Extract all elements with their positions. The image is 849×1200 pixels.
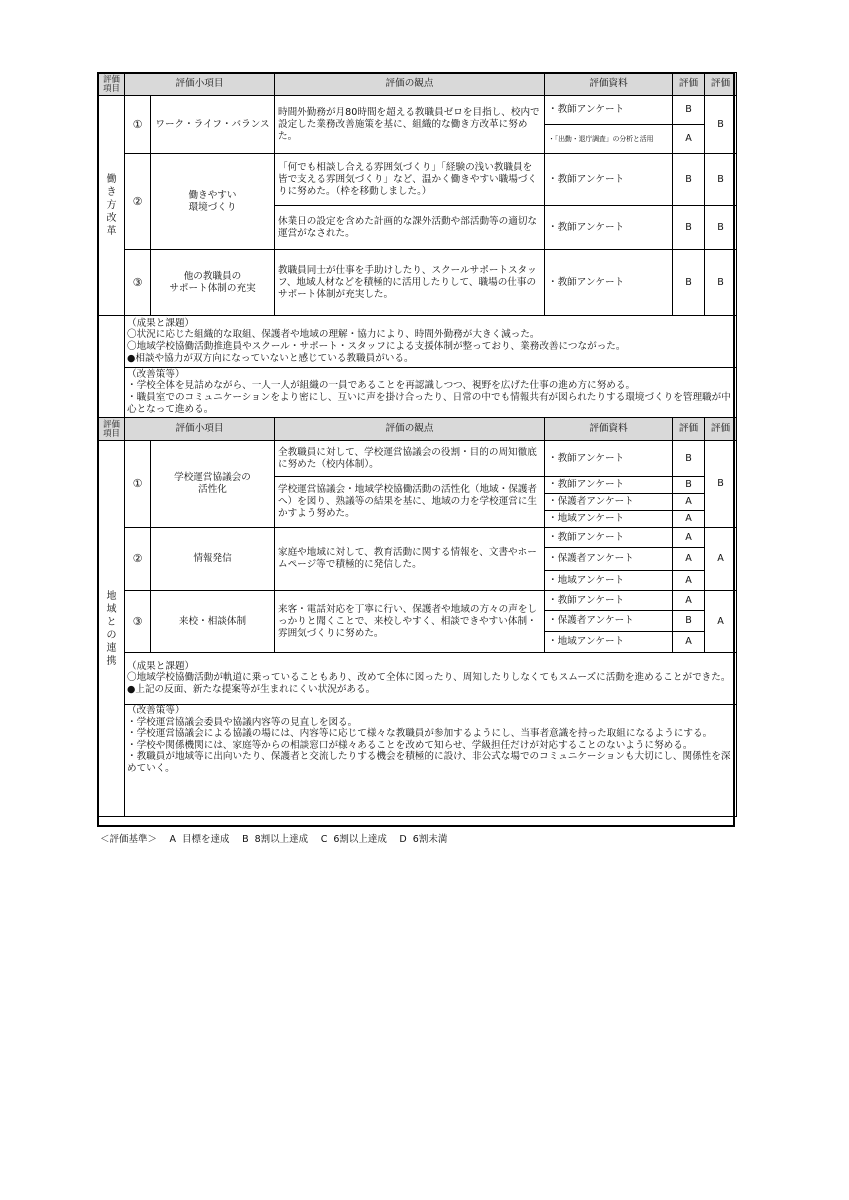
grade: A <box>673 528 705 548</box>
material: ・「出勤・退庁調査」の分析と活用 <box>545 125 673 154</box>
material: ・教師アンケート <box>545 441 673 477</box>
evaluation-criteria: ＜評価基準＞ A 目標を達成 B 8割以上達成 C 6割以上達成 D 6割未満 <box>100 834 448 845</box>
item-number: ② <box>125 528 151 591</box>
material: ・教師アンケート <box>545 250 673 316</box>
grade: B <box>673 611 705 632</box>
material: ・保護者アンケート <box>545 611 673 632</box>
evaluation-table <box>98 72 737 817</box>
material: ・地域アンケート <box>545 511 673 528</box>
improvement-measures: （改善策等） ・学校全体を見詰めながら、一人一人が組織の一員であることを再認識しつつ、視野を広げた仕事の進め方に努める。 ・職員室でのコミュニケーションをより密にし、互いに声を掛け合ったり、日常の中でも情報共有が図られたりする環境づくりを管理職が中心となって進める。 <box>125 368 737 418</box>
item-number: ③ <box>125 250 151 316</box>
grade: B <box>673 206 705 250</box>
grade: A <box>673 494 705 511</box>
table-row <box>99 250 737 316</box>
item-viewpoint: 時間外勤務が月80時間を超える教職員ゼロを目指し、校内で設定した業務改善施策を基に、組織的な働き方改革に努めた。 <box>275 96 545 154</box>
grade: A <box>673 511 705 528</box>
item-viewpoint: 休業日の設定を含めた計画的な課外活動や部活動等の適切な運営がなされた。 <box>275 206 545 250</box>
header-subitem: 評価小項目 <box>125 73 275 96</box>
grade: A <box>673 571 705 591</box>
grade: B <box>673 441 705 477</box>
improvement-measures: （改善策等） ・学校運営協議会委員や協議内容等の見直しを図る。 ・学校運営協議会による協議の場には、内容等に応じて様々な教職員が参加するようにし、当事者意識を持った取組になるようにする。 ・学校や関係機関には、家庭等からの相談窓口が様々あることを改めて知らせ、学級担任だけが対応することのないように努める。 ・教職員が地域等に出向いたり、保護者と交流したりする機会を積極的に設け、非公式な場でのコミュニケーションも大切にし、関係性を深めていく。 <box>125 705 737 817</box>
item-name: 来校・相談体制 <box>151 591 275 653</box>
item-name: ワーク・ライフ・バランス <box>151 96 275 154</box>
improvements-row <box>99 368 737 418</box>
grade: B <box>673 154 705 206</box>
header-eval-total: 評価 <box>705 418 737 441</box>
table-header-row <box>99 73 737 96</box>
table-row <box>99 154 737 206</box>
header-subitem: 評価小項目 <box>125 418 275 441</box>
header-eval: 評価 <box>673 418 705 441</box>
item-number: ① <box>125 441 151 528</box>
header-viewpoint: 評価の観点 <box>275 418 545 441</box>
header-category: 評価項目 <box>99 418 125 441</box>
item-name: 学校運営協議会の 活性化 <box>151 441 275 528</box>
material: ・教師アンケート <box>545 528 673 548</box>
grade: A <box>673 548 705 571</box>
improvements-row <box>99 705 737 817</box>
header-viewpoint: 評価の観点 <box>275 73 545 96</box>
material: ・教師アンケート <box>545 154 673 206</box>
evaluation-sheet <box>98 72 736 817</box>
item-viewpoint: 教職員同士が仕事を手助けしたり、スクールサポートスタッフ、地域人材などを積極的に活用したりして、職場の仕事のサポート体制が充実した。 <box>275 250 545 316</box>
results-and-issues: （成果と課題） 〇地域学校協働活動が軌道に乗っていることもあり、改めて全体に図ったり、周知したりしなくてもスムーズに活動を進めることができた。 ●上記の反面、新たな提案等が生まれにくい状況がある。 <box>125 653 737 705</box>
item-viewpoint: 「何でも相談し合える雰囲気づくり」「経験の浅い教職員を皆で支える雰囲気づくり」など、温かく働きやすい職場づくりに努めた。（枠を移動しました。） <box>275 154 545 206</box>
item-name: 情報発信 <box>151 528 275 591</box>
material: ・教師アンケート <box>545 206 673 250</box>
table-header-row <box>99 418 737 441</box>
table-row <box>99 528 737 548</box>
table-row <box>99 96 737 125</box>
item-number: ③ <box>125 591 151 653</box>
grade: A <box>673 591 705 611</box>
material: ・教師アンケート <box>545 477 673 494</box>
item-viewpoint: 来客・電話対応を丁寧に行い、保護者や地域の方々の声をしっかりと聞くことで、来校しやすく、相談できやすい体制・雰囲気づくりに努めた。 <box>275 591 545 653</box>
table-row <box>99 441 737 477</box>
material: ・保護者アンケート <box>545 548 673 571</box>
material: ・保護者アンケート <box>545 494 673 511</box>
header-material: 評価資料 <box>545 418 673 441</box>
overall-grade: B <box>705 96 737 154</box>
grade: B <box>673 96 705 125</box>
item-name: 働きやすい 環境づくり <box>151 154 275 250</box>
material: ・地域アンケート <box>545 632 673 653</box>
header-material: 評価資料 <box>545 73 673 96</box>
item-viewpoint: 家庭や地域に対して、教育活動に関する情報を、文書やホームページ等で積極的に発信した。 <box>275 528 545 591</box>
material: ・教師アンケート <box>545 96 673 125</box>
header-category: 評価項目 <box>99 73 125 96</box>
overall-grade: A <box>705 528 737 591</box>
category-community: 地 域 と の 連 携 <box>99 441 125 817</box>
header-eval-total: 評価 <box>705 73 737 96</box>
item-viewpoint: 全教職員に対して、学校運営協議会の役割・目的の周知徹底に努めた（校内体制）。 <box>275 441 545 477</box>
grade: A <box>673 125 705 154</box>
grade: B <box>673 250 705 316</box>
overall-grade: B <box>705 441 737 528</box>
overall-grade: B <box>705 206 737 250</box>
item-viewpoint: 学校運営協議会・地域学校協働活動の活性化（地域・保護者へ）を図り、熟議等の結果を基に、地域の力を学校運営に生かすよう努めた。 <box>275 477 545 528</box>
grade: B <box>673 477 705 494</box>
material: ・教師アンケート <box>545 591 673 611</box>
category-work-style: 働 き 方 改 革 <box>99 96 125 316</box>
results-and-issues: （成果と課題） 〇状況に応じた組織的な取組、保護者や地域の理解・協力により、時間外勤務が大きく減った。 〇地域学校協働活動推進員やスクール・サポート・スタッフによる支援体制が整っており、業務改善につながった。 ●相談や協力が双方向になっていないと感じている教職員がいる。 <box>125 316 737 368</box>
material: ・地域アンケート <box>545 571 673 591</box>
results-row <box>99 653 737 705</box>
overall-grade: A <box>705 591 737 653</box>
table-row <box>99 591 737 611</box>
item-name: 他の教職員の サポート体制の充実 <box>151 250 275 316</box>
item-number: ② <box>125 154 151 250</box>
header-eval: 評価 <box>673 73 705 96</box>
item-number: ① <box>125 96 151 154</box>
overall-grade: B <box>705 154 737 206</box>
results-row <box>99 316 737 368</box>
overall-grade: B <box>705 250 737 316</box>
grade: A <box>673 632 705 653</box>
